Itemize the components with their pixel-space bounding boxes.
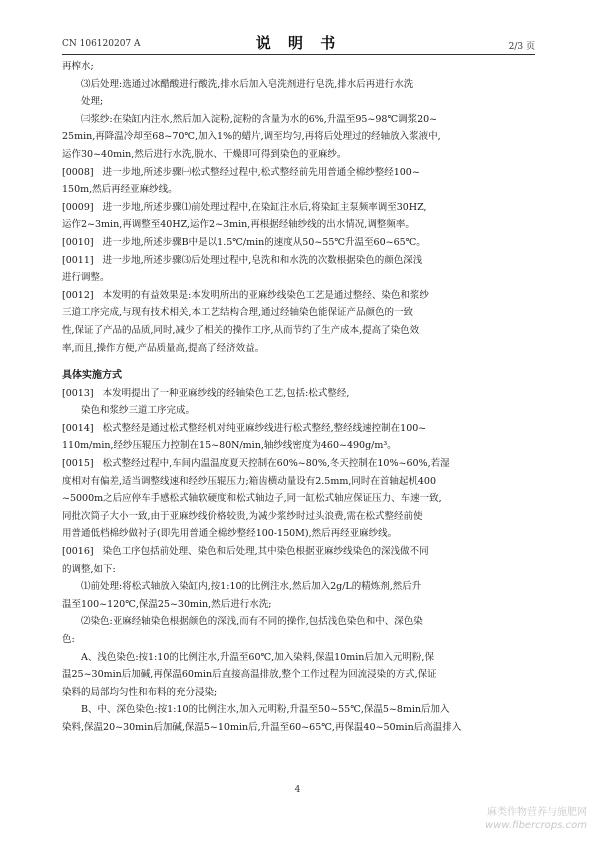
paragraph-0009: [62, 199, 537, 217]
paragraph-number: [0014]: [62, 422, 94, 434]
paragraph-number: [0011]: [62, 254, 94, 266]
text-line: 同批次筒子大小一致,由于亚麻纱线价格较贵,为减少浆纱时过头浪费,需在松式整经前使: [62, 510, 423, 522]
paragraph-0015: [62, 455, 537, 473]
document-body: [62, 58, 537, 737]
text-line: 松式整经过程中,车间内温温度夏天控制在60%~80%,冬天控制在10%~60%,若湿: [102, 458, 450, 470]
paragraph-number: [0010]: [62, 236, 94, 248]
text-line: 25min,再降温冷却至68~70℃,加入1%的蜡片,调至均匀,再将后处理过的经轴放入浆液中,: [62, 131, 441, 143]
paragraph-0016: [62, 543, 537, 561]
watermark-url: www.fibercrops.com: [485, 820, 587, 831]
text-line: 染色和浆纱三道工序完成。: [81, 405, 196, 417]
text-line: ⑵染色:亚麻经轴染色根据颜色的深浅,而有不同的操作,包括浅色染色和中、深色染: [81, 616, 423, 628]
text-line: 温至100~120℃,保温25~30min,然后进行水洗;: [62, 598, 272, 610]
text-line: 三道工序完成,与现有技术相关,本工艺结构合理,通过经轴染色能保证产品颜色的一致: [62, 307, 414, 319]
text-line: 110m/min,经纱压辊压力控制在15~80N/min,轴纱线密度为460~490g/m³。: [62, 440, 397, 452]
text-line: B、中、深色染色:按1:10的比例注水,加入元明粉,升温至50~55℃,保温5~8min后加入: [81, 704, 450, 716]
paragraph-number: [0015]: [62, 458, 94, 470]
section-title: 具体实施方式: [62, 370, 122, 382]
text-line: 温25~30min后加碱,再保温60min后直接高温排放,整个工作过程为回流浸染的方式,保证: [62, 669, 437, 681]
text-line: 的调整,如下:: [62, 563, 116, 575]
text-line: 性,保证了产品的品质,同时,减少了相关的操作工序,从而节约了生产成本,提高了染色效: [62, 324, 420, 336]
paragraph-0012: [62, 287, 537, 305]
paragraph-number: [0016]: [62, 546, 94, 558]
paragraph-number: [0008]: [62, 166, 94, 178]
text-line: 运作30~40min,然后进行水洗,脱水、干燥即可得到染色的亚麻纱。: [62, 148, 347, 160]
text-line: 进一步地,所述步骤⑶后处理过程中,皂洗和和水洗的次数根据染色的颜色深浅: [102, 254, 423, 266]
document-title: 说 明 书: [255, 34, 342, 52]
text-line: ⑴前处理:将松式轴放入染缸内,按1:10的比例注水,然后加入2g/L的精炼剂,然后升: [81, 581, 422, 593]
page-header: [62, 30, 535, 55]
text-line: 率,而且,操作方便,产品质量高,提高了经济效益。: [62, 342, 265, 354]
text-line: 松式整经是通过松式整经机对纯亚麻纱线进行松式整经,整经线速控制在100~: [102, 422, 427, 434]
page-number: 4: [294, 785, 301, 795]
paragraph-0008: [62, 164, 537, 182]
text-line: 本发明的有益效果是:本发明所出的亚麻纱线染色工艺是通过整经、染色和浆纱: [102, 289, 429, 301]
text-line: 进一步地,所述步骤B中是以1.5℃/min的速度从50~55℃升温至60~65℃。: [102, 236, 426, 248]
paragraph-0013: [62, 385, 537, 403]
text-line: 染料,保温20~30min后加碱,保温5~10min后,升温至60~65℃,再保温40~50min后高温排入: [62, 721, 462, 733]
text-line: ⑶后处理:选通过冰醋酸进行酸洗,排水后加入皂洗剂进行皂洗,排水后再进行水洗: [81, 78, 414, 90]
text-line: 再榨水;: [62, 61, 94, 72]
page-indicator: 2/3 页: [508, 42, 535, 52]
text-line: ~5000m之后应停车手感松式轴软硬度和松式轴边子,同一缸松式轴应保证压力、车速一致,: [62, 493, 442, 505]
paragraph-number: [0013]: [62, 387, 94, 399]
patent-number: CN 106120207 A: [62, 39, 141, 49]
text-line: 进一步地,所述步骤⑴前处理过程中,在染缸注水后,将染缸主泵频率调至30HZ,: [102, 201, 427, 213]
paragraph-0010: [62, 234, 537, 252]
text-line: ㈢浆纱:在染缸内注水,然后加入淀粉,淀粉的含量为水的6%,升温至95~98℃调浆20~: [81, 113, 438, 125]
paragraph-0011: [62, 252, 537, 270]
text-line: 染料的局部均匀性和布料的充分浸染;: [62, 686, 218, 698]
text-line: 150m,然后再经亚麻纱线。: [62, 184, 178, 196]
text-line: 运作2~3min,再调整至40HZ,运作2~3min,再根据经轴纱线的出水情况,调整频率。: [62, 219, 415, 231]
text-line: 色:: [62, 634, 75, 645]
text-line: 染色工序包括前处理、染色和后处理,其中染色根据亚麻纱线染色的深浅做不同: [102, 546, 429, 558]
paragraph-0014: [62, 420, 537, 438]
text-line: 进一步地,所述步骤㈠松式整经过程中,松式整经前先用普通全棉纱整经100~: [102, 166, 420, 178]
text-line: 处理;: [81, 96, 104, 108]
paragraph-number: [0012]: [62, 289, 94, 301]
paragraph-number: [0009]: [62, 201, 94, 213]
watermark-text: 麻类作物营养与施肥网: [487, 807, 587, 818]
text-line: 用普通低档棉纱做衬子(即先用普通全棉纱整经100-150M),然后再经亚麻纱线。: [62, 528, 398, 540]
watermark: [437, 806, 587, 834]
text-line: 度相对有偏差,适当调整线速和经纱压辊压力;箱齿横动量设有2.5mm,同时在首轴起机400: [62, 475, 436, 487]
text-line: 本发明提出了一种亚麻纱线的经轴染色工艺,包括:松式整经,: [102, 387, 350, 399]
text-line: 进行调整。: [62, 272, 110, 284]
text-line: A、浅色染色:按1:10的比例注水,升温至60℃,加入染料,保温10min后加入元明粉,保: [81, 651, 434, 663]
